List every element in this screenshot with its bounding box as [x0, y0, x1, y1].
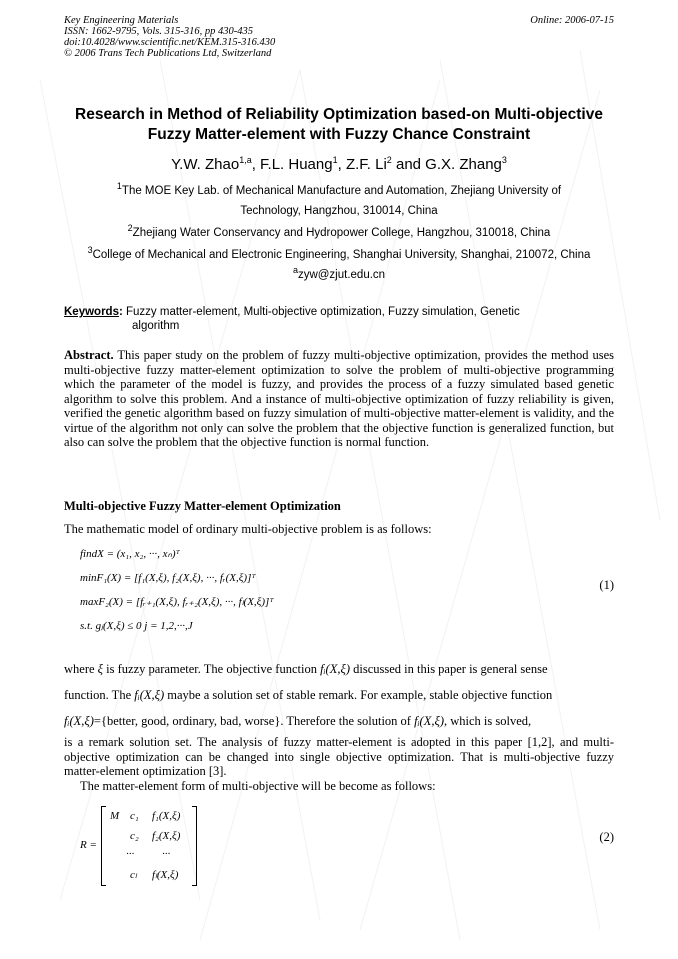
section-paragraph-3: The matter-element form of multi-objective will be become as follows: — [80, 779, 436, 793]
matrix-dots-1: ··· — [126, 848, 135, 860]
matter-element-matrix — [101, 806, 197, 886]
author-2: , F.L. Huang — [251, 156, 333, 173]
equation-1-number: (1) — [599, 578, 614, 592]
equation-1 — [80, 547, 274, 633]
title-line-1: Research in Method of Reliability Optimization based-on Multi-objective — [75, 106, 603, 123]
matrix-cl: cₗ — [130, 869, 137, 881]
matrix-dots-2: ··· — [162, 848, 171, 860]
abstract-text: This paper study on the problem of fuzzy multi-objective optimization, provides the method uses multi-objective fuzzy matter-element optimization to solve the problem of multi-objective programming which the parameter of the model is fuzzy, and provides the process of a fuzzy simulated based genetic algorithm to solve this problem. And a instance of multi-objective optimization of fuzzy reliability is given, verified the genetic algorithm based on fuzzy simulation of multi-objective matter-element is validity, and the virtue of the algorithm not only can solve the problem that the objective function is generalized function, but also can solve the problem that the objective function is normal function. — [64, 348, 614, 449]
p1c: discussed in this paper is general sense — [349, 662, 548, 676]
email — [50, 265, 628, 285]
author-4-sup: 3 — [501, 155, 507, 165]
keywords-colon: : — [118, 306, 123, 318]
online-date: Online: 2006-07-15 — [530, 15, 614, 26]
eq1-line4: s.t. gⱼ(X,ξ) ≤ 0 j = 1,2,···,J — [80, 620, 193, 632]
keywords-label: Keywords — [64, 306, 119, 318]
p3b: , which is solved, — [443, 714, 532, 728]
equation-2-number: (2) — [599, 830, 614, 844]
matrix-c2: c₂ — [130, 830, 139, 842]
aff1-line2: Technology, Hangzhou, 310014, China — [240, 205, 438, 217]
journal-header — [64, 15, 275, 59]
section-heading: Multi-objective Fuzzy Matter-element Optimization — [64, 499, 341, 513]
matrix-m: M — [110, 810, 120, 822]
aff3-text: College of Mechanical and Electronic Engineering, Shanghai University, Shanghai, 210072, China — [92, 249, 591, 261]
author-list — [40, 155, 638, 175]
aff3-sup: 3 — [87, 245, 93, 256]
author-3: , Z.F. Li — [337, 156, 387, 173]
affiliation-3 — [40, 245, 638, 265]
matrix-f1: f₁(X,ξ) — [152, 810, 181, 822]
paper-title — [40, 105, 638, 145]
keywords-text-1: Fuzzy matter-element, Multi-objective optimization, Fuzzy simulation, Genetic — [122, 306, 520, 318]
p2b: maybe a solution set of stable remark. For example, stable objective function — [164, 688, 553, 702]
p3a: ={better, good, ordinary, bad, worse}. Therefore the solution of — [93, 714, 415, 728]
matrix-fl: fₗ(X,ξ) — [152, 869, 179, 881]
matrix-f2: f₂(X,ξ) — [152, 830, 181, 842]
section-paragraph-2: is a remark solution set. The analysis of fuzzy matter-element is adopted in this paper [1,2], and multi-objective optimization can be changed into single objective optimization. That is multi-objective fuzzy matter-element optimization [3]. — [64, 735, 614, 778]
author-1: Y.W. Zhao — [171, 156, 240, 173]
section-paragraph — [64, 656, 614, 734]
doi: doi:10.4028/www.scientific.net/KEM.315-316.430 — [64, 37, 276, 48]
xi-symbol: ξ — [97, 662, 104, 676]
fi-symbol: fᵢ(X,ξ) — [320, 662, 350, 676]
affiliation-2 — [50, 223, 628, 243]
email-sup: a — [292, 265, 298, 276]
eq1-line1: findX = (x₁, x₂, ···, xₙ)ᵀ — [80, 548, 180, 560]
keywords-text-2: algorithm — [132, 320, 180, 332]
issn: ISSN: 1662-9795, Vols. 315-316, pp 430-435 — [64, 26, 253, 37]
aff2-sup: 2 — [127, 223, 133, 234]
keywords — [64, 305, 624, 333]
fi-symbol-4: fᵢ(X,ξ) — [414, 714, 444, 728]
copyright: © 2006 Trans Tech Publications Ltd, Switzerland — [64, 48, 272, 59]
fi-symbol-3: fᵢ(X,ξ) — [64, 714, 94, 728]
author-1-sup: 1,a — [239, 155, 252, 165]
aff2-text: Zhejiang Water Conservancy and Hydropower College, Hangzhou, 310018, China — [132, 227, 551, 239]
email-text: zyw@zjut.edu.cn — [297, 269, 386, 281]
eq1-line2: minF₁(X) = [f₁(X,ξ), f₂(X,ξ), ···, fᵣ(X,ξ)]ᵀ — [80, 572, 256, 584]
matrix-c1: c₁ — [130, 810, 139, 822]
p1b: is fuzzy parameter. The objective function — [103, 662, 321, 676]
author-4: and G.X. Zhang — [391, 156, 502, 173]
abstract — [64, 348, 614, 450]
title-line-2: Fuzzy Matter-element with Fuzzy Chance Constraint — [147, 126, 531, 143]
author-3-sup: 2 — [386, 155, 392, 165]
aff1-line1: The MOE Key Lab. of Mechanical Manufacture and Automation, Zhejiang University of — [121, 185, 562, 197]
eq2-lhs: R = — [80, 839, 97, 851]
p2a: function. The — [64, 688, 135, 702]
journal-name: Key Engineering Materials — [64, 15, 179, 26]
fi-symbol-2: fᵢ(X,ξ) — [134, 688, 165, 702]
abstract-label: Abstract. — [64, 348, 114, 362]
p1a: where — [64, 662, 98, 676]
aff1-sup: 1 — [116, 181, 122, 192]
author-2-sup: 1 — [332, 155, 338, 165]
eq1-line3: maxF₂(X) = [fᵣ₊₁(X,ξ), fᵣ₊₂(X,ξ), ···, fₗ(X,ξ)]ᵀ — [80, 596, 274, 608]
section-intro: The mathematic model of ordinary multi-objective problem is as follows: — [64, 522, 432, 536]
affiliation-1 — [50, 181, 628, 221]
